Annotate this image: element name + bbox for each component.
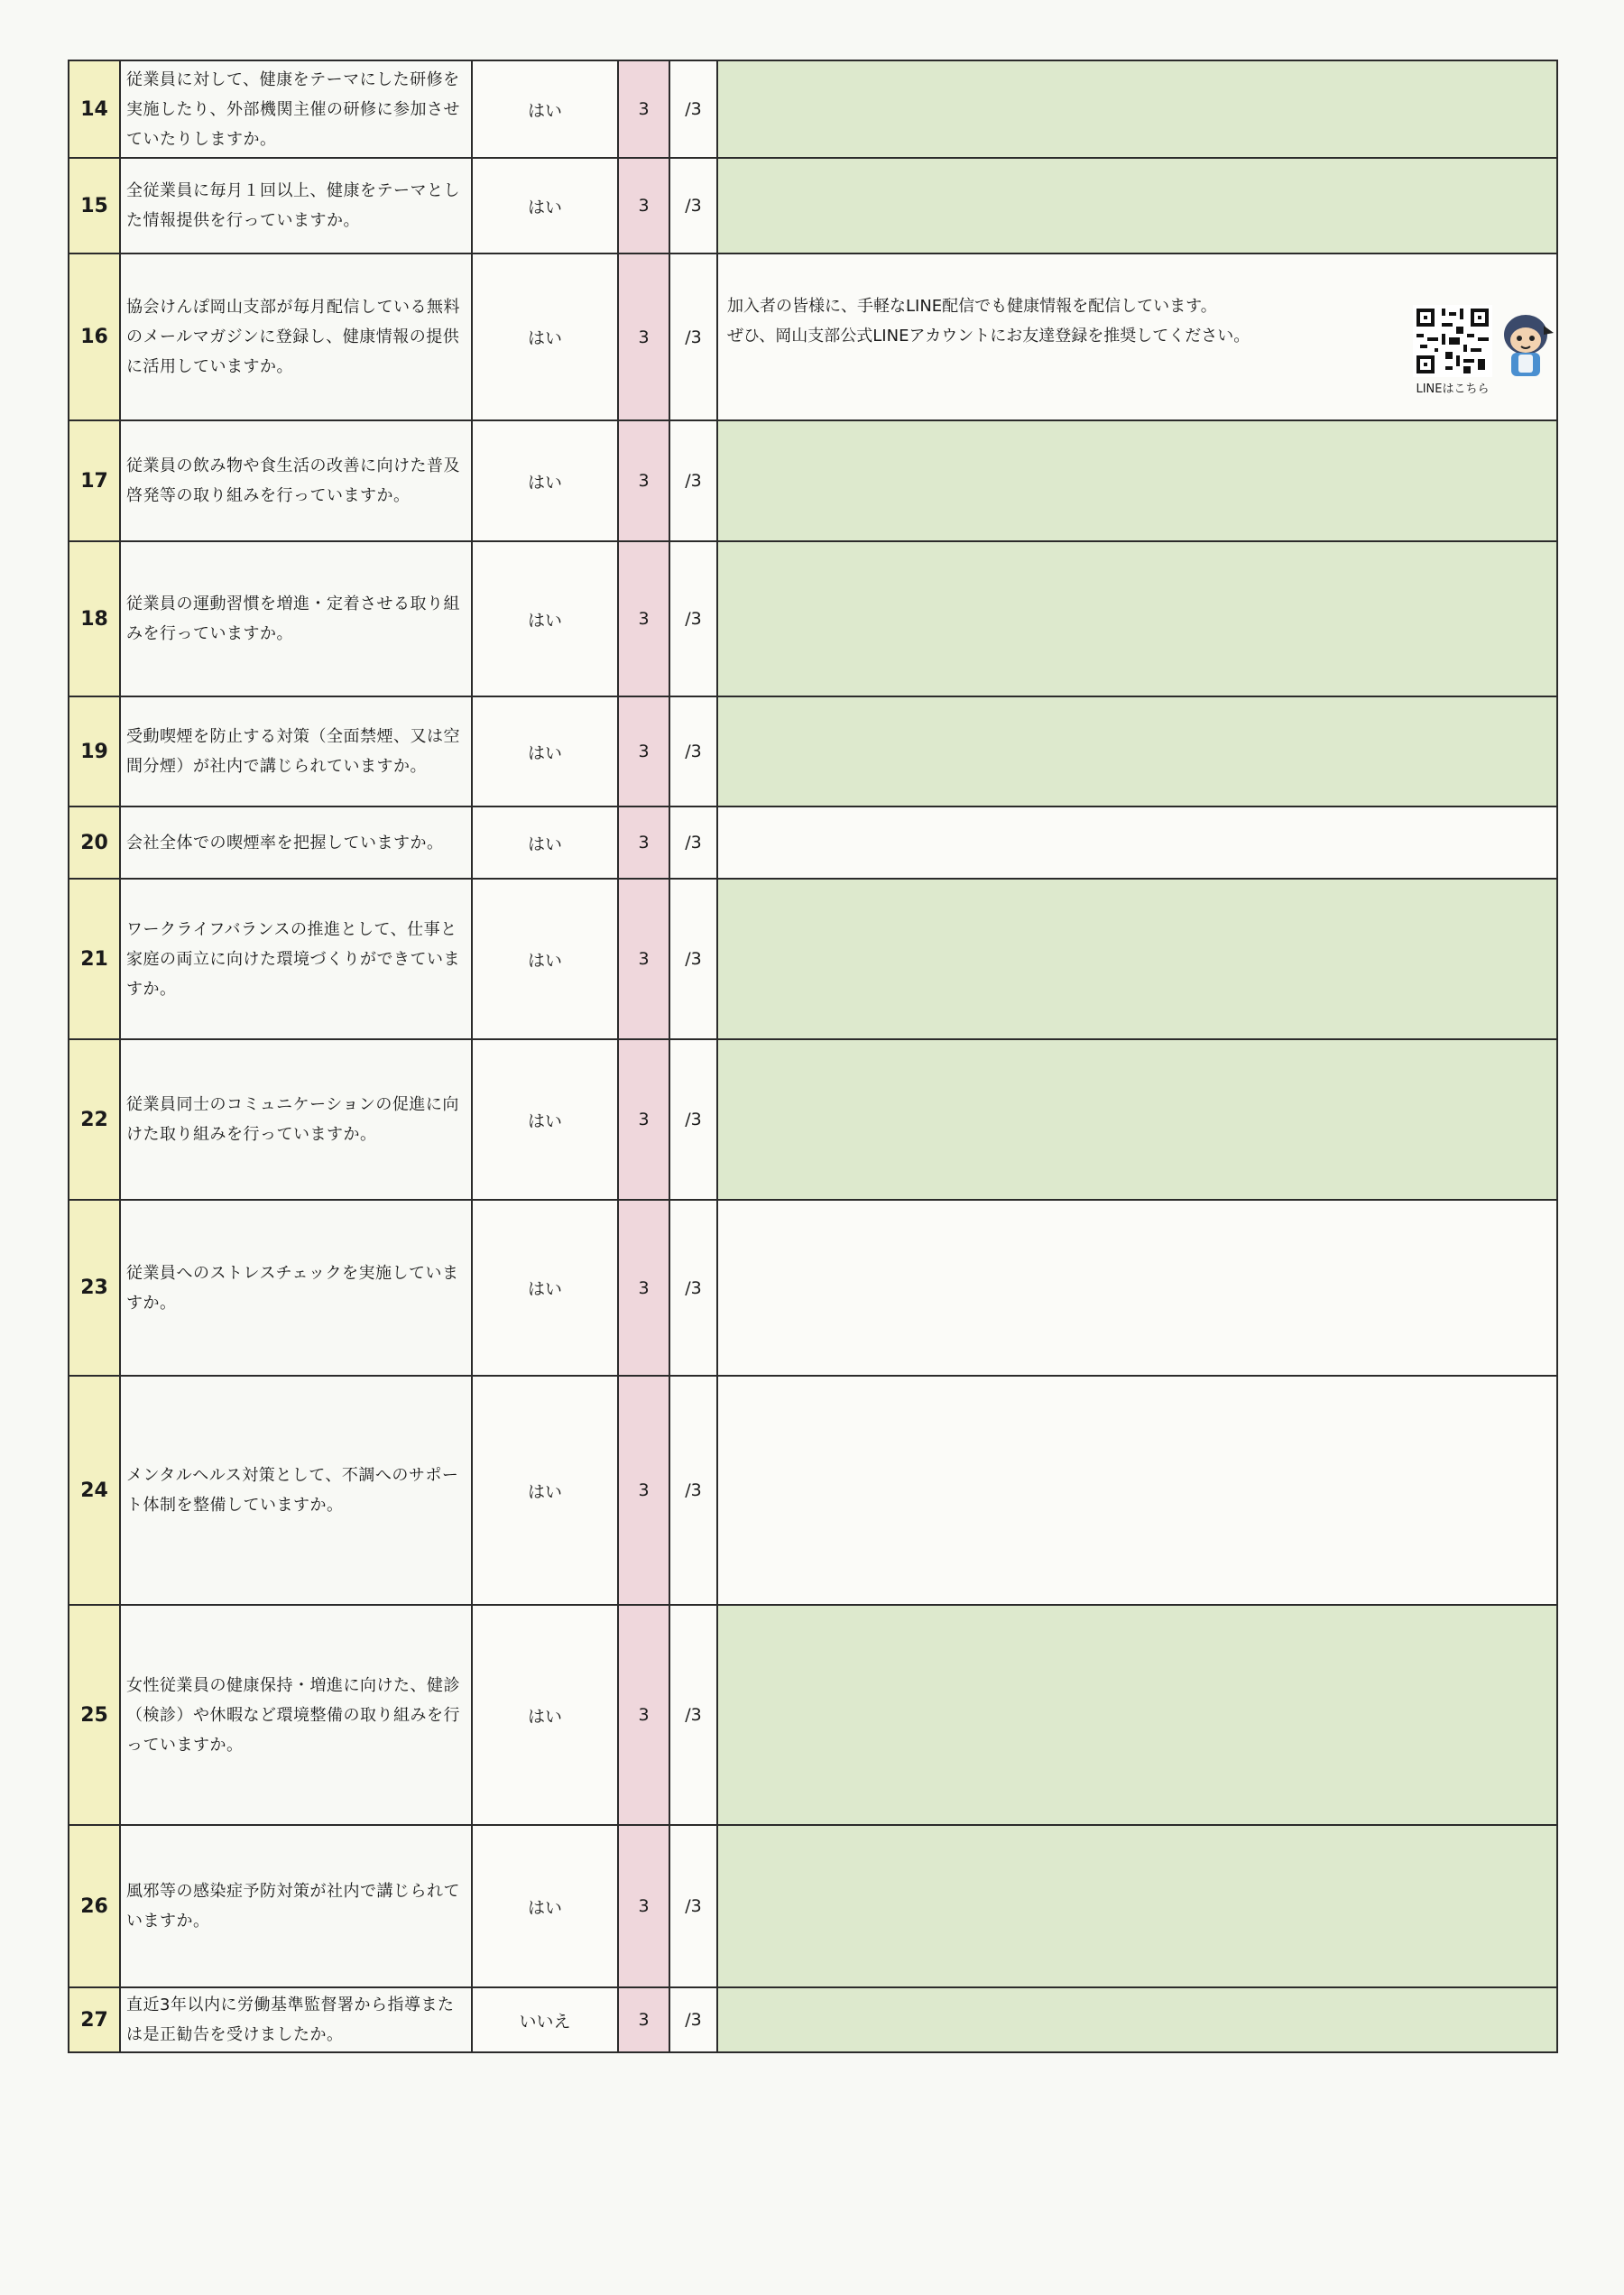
table-row — [69, 60, 1557, 158]
answer-cell: はい — [472, 1605, 618, 1825]
question-text: メンタルヘルス対策として、不調へのサポート体制を整備していますか。 — [120, 1376, 472, 1605]
table-row — [69, 1039, 1557, 1200]
answer-cell: はい — [472, 806, 618, 879]
row-number: 24 — [69, 1376, 120, 1605]
max-score-cell: /3 — [669, 1376, 717, 1605]
max-score-cell: /3 — [669, 60, 717, 158]
row-number: 15 — [69, 158, 120, 253]
score-cell: 3 — [618, 806, 669, 879]
max-score-cell: /3 — [669, 696, 717, 806]
score-cell: 3 — [618, 879, 669, 1039]
row-number: 19 — [69, 696, 120, 806]
row-number: 21 — [69, 879, 120, 1039]
score-cell: 3 — [618, 1200, 669, 1376]
question-text: 従業員へのストレスチェックを実施していますか。 — [120, 1200, 472, 1376]
table-row — [69, 158, 1557, 253]
score-cell: 3 — [618, 420, 669, 541]
question-text: 受動喫煙を防止する対策（全面禁煙、又は空間分煙）が社内で講じられていますか。 — [120, 696, 472, 806]
row-number: 26 — [69, 1825, 120, 1987]
table-row — [69, 1376, 1557, 1605]
max-score-cell: /3 — [669, 879, 717, 1039]
answer-cell: はい — [472, 420, 618, 541]
max-score-cell: /3 — [669, 1039, 717, 1200]
question-text: 会社全体での喫煙率を把握していますか。 — [120, 806, 472, 879]
score-cell: 3 — [618, 1039, 669, 1200]
score-cell: 3 — [618, 1987, 669, 2052]
answer-cell: はい — [472, 541, 618, 696]
comment-cell — [717, 60, 1557, 158]
score-cell: 3 — [618, 1605, 669, 1825]
max-score-cell: /3 — [669, 1825, 717, 1987]
qr-code-icon — [1413, 305, 1492, 377]
max-score-cell: /3 — [669, 1200, 717, 1376]
answer-cell: はい — [472, 1039, 618, 1200]
question-text: 直近3年以内に労働基準監督署から指導または是正勧告を受けましたか。 — [120, 1987, 472, 2052]
question-text: 風邪等の感染症予防対策が社内で講じられていますか。 — [120, 1825, 472, 1987]
question-text: 全従業員に毎月１回以上、健康をテーマとした情報提供を行っていますか。 — [120, 158, 472, 253]
table-row — [69, 541, 1557, 696]
max-score-cell: /3 — [669, 1987, 717, 2052]
row-number: 18 — [69, 541, 120, 696]
answer-cell: はい — [472, 253, 618, 420]
table-row — [69, 420, 1557, 541]
max-score-cell: /3 — [669, 420, 717, 541]
table-row — [69, 806, 1557, 879]
comment-cell — [717, 253, 1557, 420]
score-cell: 3 — [618, 1376, 669, 1605]
table-row — [69, 1200, 1557, 1376]
row-number: 27 — [69, 1987, 120, 2052]
comment-cell — [717, 1039, 1557, 1200]
score-cell: 3 — [618, 1825, 669, 1987]
table-row — [69, 1987, 1557, 2052]
table-row — [69, 1605, 1557, 1825]
comment-cell — [717, 1605, 1557, 1825]
row-number: 17 — [69, 420, 120, 541]
row-number: 20 — [69, 806, 120, 879]
answer-cell: はい — [472, 158, 618, 253]
score-cell: 3 — [618, 158, 669, 253]
answer-cell: はい — [472, 1825, 618, 1987]
max-score-cell: /3 — [669, 1605, 717, 1825]
comment-cell — [717, 1825, 1557, 1987]
question-text: ワークライフバランスの推進として、仕事と家庭の両立に向けた環境づくりができていますか。 — [120, 879, 472, 1039]
line-qr-block[interactable] — [1412, 305, 1493, 396]
answer-cell: いいえ — [472, 1987, 618, 2052]
question-text: 従業員に対して、健康をテーマにした研修を実施したり、外部機関主催の研修に参加させていたりしますか。 — [120, 60, 472, 158]
checklist-table — [68, 60, 1558, 2053]
score-cell: 3 — [618, 60, 669, 158]
row-number: 16 — [69, 253, 120, 420]
table-row — [69, 253, 1557, 420]
comment-cell — [717, 420, 1557, 541]
comment-cell — [717, 1200, 1557, 1376]
row-number: 22 — [69, 1039, 120, 1200]
answer-cell: はい — [472, 696, 618, 806]
score-cell: 3 — [618, 541, 669, 696]
max-score-cell: /3 — [669, 806, 717, 879]
table-row — [69, 696, 1557, 806]
comment-cell — [717, 1987, 1557, 2052]
max-score-cell: /3 — [669, 158, 717, 253]
question-text: 女性従業員の健康保持・増進に向けた、健診（検診）や休暇など環境整備の取り組みを行っていますか。 — [120, 1605, 472, 1825]
max-score-cell: /3 — [669, 541, 717, 696]
qr-caption: LINEはこちら — [1416, 382, 1490, 396]
answer-cell: はい — [472, 879, 618, 1039]
score-cell: 3 — [618, 696, 669, 806]
comment-cell — [717, 806, 1557, 879]
answer-cell: はい — [472, 1376, 618, 1605]
answer-cell: はい — [472, 1200, 618, 1376]
comment-cell — [717, 1376, 1557, 1605]
row-number: 25 — [69, 1605, 120, 1825]
answer-cell: はい — [472, 60, 618, 158]
row-number: 23 — [69, 1200, 120, 1376]
comment-cell — [717, 158, 1557, 253]
question-text: 従業員同士のコミュニケーションの促進に向けた取り組みを行っていますか。 — [120, 1039, 472, 1200]
max-score-cell: /3 — [669, 253, 717, 420]
line-promo-text: 加入者の皆様に、手軽なLINE配信でも健康情報を配信しています。 ぜひ、岡山支部公式LINEアカウントにお友達登録を推奨してください。 — [727, 297, 1250, 346]
comment-cell — [717, 696, 1557, 806]
table-row — [69, 879, 1557, 1039]
score-cell: 3 — [618, 253, 669, 420]
question-text: 従業員の飲み物や食生活の改善に向けた普及啓発等の取り組みを行っていますか。 — [120, 420, 472, 541]
comment-cell — [717, 541, 1557, 696]
question-text: 従業員の運動習慣を増進・定着させる取り組みを行っていますか。 — [120, 541, 472, 696]
question-text: 協会けんぽ岡山支部が毎月配信している無料のメールマガジンに登録し、健康情報の提供に活用していますか。 — [120, 253, 472, 420]
table-row — [69, 1825, 1557, 1987]
comment-cell — [717, 879, 1557, 1039]
mascot-icon — [1499, 308, 1555, 380]
row-number: 14 — [69, 60, 120, 158]
